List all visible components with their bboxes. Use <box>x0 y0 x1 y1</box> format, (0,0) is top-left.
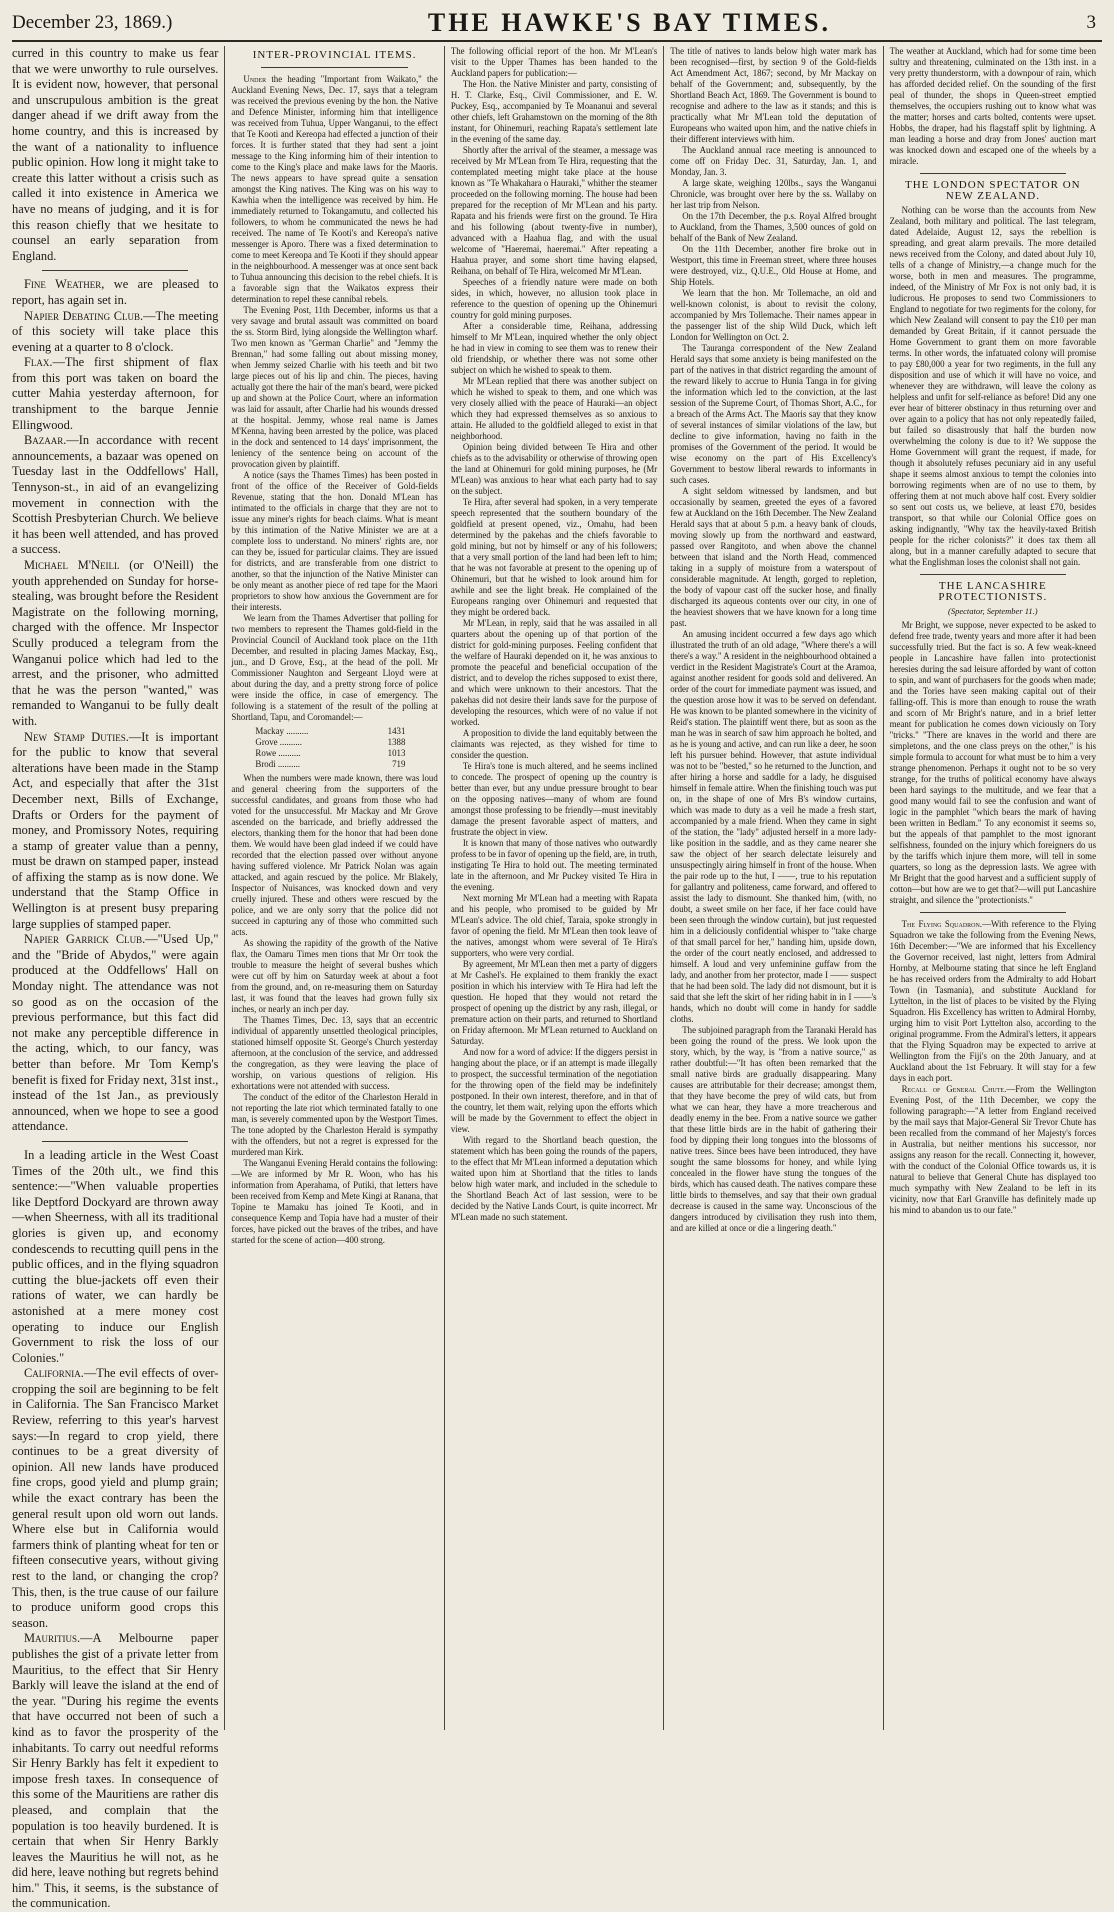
paragraph-lead: Fine Weather, <box>24 277 105 292</box>
paragraph-text: —The first shipment of flax from this port was taken on board the cutter Mahia yesterday afternoon, for transhipment to the barque Jennie Ellingwood. <box>12 355 219 432</box>
article-paragraph <box>12 355 218 433</box>
article-paragraph <box>451 1135 657 1223</box>
paragraph-text: —"Used Up," and the "Bride of Abydos," were again produced at the Oddfellows' Hall on Monday night. The attendance was not so good as on the occasion of the previous performance, but this fact did not make any perceptible difference in the acting, which, to our fancy, was better than before. Mr Tom Kemp's benefit is fixed for Friday next, 31st inst., instead of the 1st Jan., as previously announced, when we hope to see a good attendance. <box>12 932 219 1134</box>
divider <box>42 1141 188 1142</box>
paragraph-text: The following official report of the hon. Mr M'Lean's visit to the Upper Thames has been handed to the Auckland papers for publication:— <box>450 46 658 78</box>
article-paragraph <box>670 1025 876 1234</box>
paragraph-text: —It is important for the public to know that several alterations have been made in the Stamp Act, and especially that after the 31st December next, Bills of Exchange, Drafts or Orders for the payment of money, and Promissory Notes, requiring a stamp of greater value than a penny, must be drawn on stamped paper, instead of affixing the stamp as is now done. We understand that the Stamp Office in Wellington is at present busy preparing large supplies of stamped paper. <box>12 729 219 931</box>
column-3 <box>444 46 663 1730</box>
article-paragraph <box>451 893 657 959</box>
article-paragraph <box>451 838 657 893</box>
article-paragraph <box>231 1015 437 1092</box>
poll-row <box>255 726 405 737</box>
article-paragraph <box>670 629 876 1025</box>
article-headline: INTER-PROVINCIAL ITEMS. <box>252 49 417 61</box>
divider <box>920 574 1066 575</box>
article-paragraph <box>890 1084 1096 1216</box>
article-paragraph <box>451 442 657 497</box>
paragraph-text: Speeches of a friendly nature were made on both sides, in which, however, no allusion took place in reference to the question of opening up the Ohinemuri country for gold mining purposes. <box>450 277 658 320</box>
candidate-votes: 1431 <box>387 726 406 736</box>
article-paragraph <box>12 277 218 308</box>
paragraph-text: Next morning Mr M'Lean had a meeting with Rapata and his people, who promised to be guided by Mr M'Lean's advice. The old chief, Taraia, spoke strongly in favor of opening the field. Mr M'Lean then took leave of the natives, amongst whom were several of Te Hira's supporters, who were very cordial. <box>450 893 658 958</box>
paragraph-text: By agreement, Mr M'Lean then met a party of diggers at Mr Cashel's. He explained to them frankly the exact position in which his interview with Te Hira had left the question. He hoped that they would not retard the prospect of opening up the district by any rash, illegal, or premature action on their parts, and returned to Shortland on Friday afternoon. Mr M'Lean returned to Auckland on Saturday. <box>450 959 658 1046</box>
divider <box>261 67 407 68</box>
paragraph-text: Shortly after the arrival of the steamer, a message was received by Mr M'Lean from Te Hira, requesting that the contemplated meeting might take place at the house known as "Te Whakahara o Hauraki," whither the steamer proceeded on the following morning. The house had been prepared for the reception of Mr M'Lean and his party. Rapata and his friends were first on the ground. Te Hira and his following (about twenty-five in number), advanced with a Haahua flag, and with the usual welcome of "Haeremai, haeremai." After repeating a Haahua prayer, and some short time having elapsed, Reihana, on behalf of Te Hira, welcomed Mr M'Lean. <box>450 145 658 276</box>
article-paragraph <box>231 773 437 938</box>
divider <box>920 912 1066 913</box>
candidate-votes: 719 <box>392 759 406 769</box>
article-paragraph <box>12 558 218 730</box>
paragraph-text: The conduct of the editor of the Charleston Herald in not reporting the late riot which terminated fatally to one man, is severely commented upon by the Westport Times. The tone adopted by the Charleston Herald is sympathy with the offenders, but not a regret is expressed for the murdered man Kirk. <box>231 1092 438 1157</box>
article-paragraph <box>890 620 1096 906</box>
paragraph-text: It is known that many of those natives who outwardly profess to be in favor of opening up the field, are, in truth, instigating Te Hira to hold out. The meeting terminated late in the afternoon, and Mr Puckey visited Te Hira in the evening. <box>450 838 658 892</box>
masthead <box>12 6 1102 42</box>
article-paragraph <box>670 178 876 211</box>
article-paragraph <box>451 277 657 321</box>
article-paragraph <box>451 46 657 79</box>
paragraph-text: On the 11th December, another fire broke out in Westport, this time in Freeman street, where three houses were destroyed, viz., Q.U.E., Old House at Home, and Ship Hotels. <box>670 244 877 287</box>
paragraph-text: —A Melbourne paper publishes the gist of a private letter from Mauritius, to the effect that Sir Henry Barkly will leave the island at the end of the year. "During his regime the events that have occurred not been of such a kind as to favor the prosperity of the inhabitants. To carry out needful reforms Sir Henry Barkly has felt it expedient to impose fresh taxes. In consequence of this some of the Mauritiens are rather dis pleased, and complain that the population is too heavily burdened. It is certain that when Sir Henry Barkly leaves the Mauritius he will not, as he did here, leave nothing but regrets behind him." This, it seems, is the substance of the communication. <box>12 1631 219 1911</box>
article-paragraph <box>231 470 437 613</box>
article-paragraph <box>670 211 876 244</box>
candidate-name: Mackay .......... <box>255 726 309 736</box>
paragraph-text: —In accordance with recent announcements, a bazaar was opened on Tuesday last in the Oddfellows' Hall, Tennyson-st., in aid of an evangelizing movement in connection with the Scottish Presbyterian Church. We believe it has been well attended, and has proved a success. <box>12 433 219 557</box>
paragraph-lead: Michael M'Neill <box>24 558 120 572</box>
columns <box>12 46 1102 1911</box>
article-paragraph <box>231 1158 437 1246</box>
candidate-votes: 1013 <box>387 748 406 758</box>
paragraph-lead: New Stamp Duties. <box>24 729 129 744</box>
paragraph-text: A sight seldom witnessed by landsmen, and but occasionally by seamen, greeted the eyes of a favored few at Auckland on the 16th December. The New Zealand Herald says that at about 5 p.m. a heavy bank of clouds, moving slowly up from the northward and eastward, passed over Rangitoto, and when above the channel between that island and the North Head, commenced taking in a supply of moisture from a waterspout of considerable magnitude. At length, gorged to repletion, the body of vapour cast off the sucker hose, and finally discharged its aqueous contents over our city, in one of the heaviest showers that we have known for a long time past. <box>670 486 877 628</box>
paragraph-text: The Wanganui Evening Herald contains the following:—We are informed by Mr R. Woon, who has his information from Aperahama, of Putiki, that letters have been received from Kemp and Mete Kingi at Ranana, that Topine te Mamaku has joined Te Kooti, and in consequence Kemp and Topia have had a muster of their forces, have picked out the braves of the tribes, and have started for the scene of action—400 strong. <box>231 1158 438 1245</box>
column-2 <box>224 46 443 1730</box>
article-paragraph <box>12 46 218 264</box>
paragraph-text: Nothing can be worse than the accounts from New Zealand, both military and political. The last telegram, dated Adelaide, August 12, says the rebellion is spreading, and great alarm prevails. The more detailed news received from the Colony, and dated about July 10, tells of a change of Ministry,—a change much for the worse, both in men and measures. The programme, indeed, of the Ministry of Mr Fox is not only bad, it is ludicrous. He proposes to send two Commissioners to England to negotiate for two regiments for the colony, for which New Zealand will consent to pay the £10 per man demanded by Great Britain, if it cannot persuade the Home Government to grant them on more favorable terms. In other words, the infatuated colony will promise to pay £80,000 a year for two regiments, in the full any disposition and use of which it will have no voice, and whenever they are withdrawn, will leave the colony as helpless and unfit for self-reliance as before! Did any one ever hear of bitterer obstinacy in thus returning over and over again to a policy that has not only repeatedly failed, but failed so disastrously that half the burden now overwhelming the colony is due to it? We suppose the Home Government will grant the request, if made, for though it absolutely refuses pecuniary aid in any useful shape it seems almost anxious to tempt the colonies into borrowing regiments when are of no use to them, by offering them at not much above half cost. Every soldier so sent out costs us, we believe, at least £70, besides transport, so that while our Colonial Office goes on asking indignantly, "Why tax the heavily-taxed British people for the richer colonists?" it does tax them all along, but in a manner carefully adapted to secure that what the Englishman loses the colonist shall not gain. <box>889 205 1097 567</box>
paragraph-text: In a leading article in the West Coast Times of the 20th ult., we find this sentence:—"When valuable properties like Deptford Dockyard are thrown away—when Sheerness, with all its traditional glories is given up, and economy condescends to recutting quill pens in the public offices, and in the flying squadron cutting the blue-jackets off even their rations of water, we can hardly be astonished at a mere money cost operating to induce our English Government to risk the loss of our Colonies." <box>12 1147 219 1365</box>
paragraph-text: A proposition to divide the land equitably between the claimants was rejected, as they wished for time to consider the question. <box>450 728 658 760</box>
article-paragraph <box>12 1631 218 1912</box>
paragraph-text: The Hon. the Native Minister and party, consisting of H. T. Clarke, Esq., Civil Commissioner, and E. W. Puckey, Esq., accompanied by Te Moananui and several other chiefs, left Grahamstown on the morning of the 8th instant, for Ohinemuri, reaching Rapata's settlement late in the evening of the same day. <box>450 79 658 144</box>
article-paragraph <box>451 761 657 838</box>
paragraph-text: —The evil effects of over-cropping the soil are beginning to be felt in California. The San Francisco Market Review, referring to this year's harvest says:—In regard to crop yield, there continues to be a great diversity of opinion. All new lands have produced fine crops, good yield and plump grain; while the exact contrary has been the general result upon old worn out lands. Where else but in California would farmers think of planting wheat for ten or fifteen consecutive years, without giving rest to the land, or changing the crop? This, then, is the true cause of our failure to produce uniform good crops this season. <box>12 1366 219 1630</box>
paragraph-lead: Mauritius. <box>24 1631 81 1646</box>
paragraph-text: —From the Wellington Evening Post, of the 11th December, we copy the following paragraph:—"A letter from England received by the mail says that Major-General Sir Trevor Chute has been recalled from the command of her Majesty's forces in Australia, but neither mentions his successor, nor assigns any reason for the recall. Connecting it, however, with the conduct of the Colonial Office towards us, it is natural to believe that General Chute has displayed too much sympathy with New Zealand to be left in its vicinity, now that Earl Granville has definitely made up his mind to abandon us to our fate." <box>889 1084 1097 1215</box>
column-1 <box>12 46 224 1911</box>
article-paragraph <box>231 305 437 470</box>
article-paragraph <box>451 79 657 145</box>
paragraph-text: the heading "Important from Waikato," the Auckland Evening News, Dec. 17, says that a telegram was received the previous evening by the hon. the Native and Defence Minister, informing him that intelligence was received from Tuhua, Upper Wanganui, to the effect that Te Kooti and Kereopa had effected a junction of their forces. It is further stated that they had sent a joint message to the King informing him of their intention to come to the King's place and make laws for the Maoris. The news appears to have spread quite a sensation amongst the King natives. The King was on his way to Kawhia when the intelligence was received by him. He immediately returned to Tokangamutu, and collected his followers, to whom he communicated the news he had received. The name of Te Kooti's and Kereopa's native messenger is Aporo. There was a fixed determination to come to meet Kereopa and Te Kooti if they should appear in the neighbourhood. A messenger was at once sent back to Tuhua announcing this decision to the rebel chiefs. It is a favorable sign that the Waikatos express their determination to repel these cannibal rebels. <box>231 74 438 304</box>
paragraph-text: Mr M'Lean replied that there was another subject on which he wished to speak to them, and one which was very closely allied with the peace of Hauraki—an object which they had expressed themselves as so anxious to attain. He alluded to the goldfield alleged to exist in that neighborhood. <box>450 376 658 441</box>
paragraph-text: A large skate, weighing 120lbs., says the Wanganui Chronicle, was brought over here by the ss. Wallaby on her last trip from Nelson. <box>670 178 877 210</box>
paragraph-text: The subjoined paragraph from the Taranaki Herald has been going the round of the press. We look upon the story, which, by the way, is "from a native source," as rather doubtful:—"It has often been remarked that the small native birds are gradually disappearing. Many causes are attributable for their decrease; amongst them, that they have become the prey of wild cats, but from what we can hear, they have a more treacherous and deadly enemy in the bee. From a native source we gather that these little birds are in the habit of gathering their food by dipping their long tongues into the blossoms of native trees. Since bees have been introduced, they have sought the same blossoms for honey, and while lying concealed in the flower have stung the tongues of the birds, which has caused death. The natives compare these little birds to themselves, and say that their own gradual decrease is caused in the same way. Unconscious of the dangers introduced by civilisation they rush into them, and are killed at once or die a lingering death." <box>670 1025 877 1233</box>
article-paragraph <box>12 309 218 356</box>
paragraph-lead: Flax. <box>24 355 53 370</box>
article-paragraph <box>12 932 218 1135</box>
article-paragraph <box>890 205 1096 568</box>
paragraph-lead: California. <box>24 1366 84 1381</box>
article-paragraph <box>890 46 1096 167</box>
paragraph-text: —The meeting of this society will take place this evening at a quarter to 8 o'clock. <box>12 308 219 354</box>
paragraph-text: The Auckland annual race meeting is announced to come off on Friday Dec. 31, Saturday, Jan. 1, and Monday, Jan. 3. <box>670 145 877 177</box>
paragraph-text: As showing the rapidity of the growth of the Native flax, the Oamaru Times men tions that Mr Orr took the trouble to measure the height of several bushes which were cut off by him on Saturday week at about a foot from the ground, and, on re-measuring them on Saturday last, it was found that the leaves had grown fully six inches, or nearly an inch per day. <box>231 938 438 1014</box>
paragraph-lead: Under <box>243 74 267 84</box>
paragraph-text: We learn from the Thames Advertiser that polling for two members to represent the Thames gold-field in the Provincial Council of Auckland took place on the 11th December, and resulted in placing James Mackay, Esq., jun., and D Grove, Esq., at the head of the poll. Mr Commissioner Naughton and Sergeant Lloyd were at about during the day, and a pretty strong force of police were inside the office, in case of emergency. The following is a statement of the result of the polling at Shortland, Tapu, and Coromandel:— <box>231 613 438 722</box>
paragraph-text: The Thames Times, Dec. 13, says that an eccentric individual of apparently unsettled theological principles, stationed himself opposite St. George's Church yesterday afternoon, at the conclusion of the service, and addressed the congregation, as they were leaving the place of worship, on various questions of religion. His exhortations were not attended with success. <box>231 1015 438 1091</box>
paragraph-text: We learn that the hon. Mr Tollemache, an old and well-known colonist, is about to revisit the colony, accompanied by Mrs Tollemache. Their names appear in the passenger list of the ship Wild Duck, which left London for Wellington on Oct. 2. <box>670 288 877 342</box>
article-paragraph <box>12 433 218 558</box>
article-paragraph <box>670 288 876 343</box>
article-paragraph <box>670 343 876 486</box>
article-paragraph <box>890 919 1096 1084</box>
poll-row <box>255 737 405 748</box>
article-paragraph <box>12 730 218 933</box>
candidate-votes: 1388 <box>387 737 406 747</box>
candidate-name: Grove .......... <box>255 737 302 747</box>
paragraph-text: A notice (says the Thames Times) has been posted in front of the office of the Receiver of Gold-fields Revenue, stating that the hon. Donald M'Lean has intimated to the officials in charge that they are not to issue any miner's rights for beach claims. What is meant by this intimation of the Native Minister we are at a complete loss to understand. No miners' rights are, nor can they be, issued for particular claims. They are issued for districts, and are transferable from one district to another, so that the injunction of the Native Minister can be only meant as another piece of red tape for the Maori proprietors to show how anxious the Government are for their interests. <box>231 470 438 612</box>
paragraph-text: The Tauranga correspondent of the New Zealand Herald says that some anxiety is being manifested on the part of the natives in that district regarding the amount of the reward likely to accrue to Hunia Tanga in for giving the information which led to the conviction, at the last session of the Supreme Court, of Thomas Short, A.C., for a breach of the Arms Act. The Maoris say that they know of several instances of similar violations of the law, but decline to give information, having no faith in the promises of the Government of the period. It would be wise economy on the part of His Excellency's Government to bestow liberal rewards to informants in such cases. <box>670 343 877 485</box>
article-paragraph <box>12 1148 218 1366</box>
divider <box>42 270 188 271</box>
article-paragraph <box>670 46 876 145</box>
newspaper-title: THE HAWKE'S BAY TIMES. <box>427 8 832 37</box>
paragraph-lead: Napier Garrick Club. <box>24 932 146 947</box>
article-paragraph <box>451 321 657 376</box>
poll-row <box>255 748 405 759</box>
paragraph-text: The weather at Auckland, which had for some time been sultry and threatening, culminated on the 13th inst. in a very pretty thunderstorm, with a downpour of rain, which has afforded decided relief. On the sounding of the first peal of thunder, the shops in Queen-street emptied themselves, the occupiers rushing out to know what was the matter; horses and carts bolted, contents were upset. Hobbs, the draper, had his flagstaff split by lightning. A man leading a horse and dray from Jones' auction mart was knocked down and escaped one of the wheels by a miracle. <box>889 46 1097 166</box>
article-paragraph <box>12 1366 218 1631</box>
poll-results <box>255 726 437 770</box>
article-source: (Spectator, September 11.) <box>948 606 1038 616</box>
paragraph-text: —With reference to the Flying Squadron we take the following from the Evening News, 16th December:—"We are informed that his Excellency the Governor received, last night, letters from Admiral Hornby, at Melbourne stating that since he left England he has received orders from the Admiralty to add Hobart Town (in Tasmania), and substitute Auckland for Lyttelton, in the list of places to be visited by the Flying Squadron. His Excellency has written to Admiral Hornby, urging him to visit Port Lyttelton also, according to the original programme. From the Admiral's letters, it appears that the Flying Squadron may be expected to arrive at Wellington from the Fiji's on the 20th January, and at Auckland about the 1st February. It will stay for a few days in each port. <box>889 919 1097 1083</box>
paragraph-text: When the numbers were made known, there was loud and general cheering from the supporters of the successful candidates, and groans from those who had voted for the unsuccessful. Mr Mackay and Mr Grove ascended on the barricade, and briefly addressed the electors, thanking them for the honor that had been done them. We would have been glad indeed if we could have recorded that the election passed over without anyone having suffered violence. Mr Patrick Nolan was again attacked, and again rescued by the police. Mr Blakely, Inspector of Nuisances, was knocked down and very cruelly injured. These and others were rescued by the police, and we are only sorry that the police did not succeed in capturing any of those who committed such acts. <box>231 773 438 937</box>
article-headline: THE LANCASHIRE PROTECTIONISTS. <box>938 580 1048 603</box>
poll-row <box>255 759 405 770</box>
article-paragraph <box>451 145 657 277</box>
article-paragraph <box>451 618 657 728</box>
candidate-name: Brodi .......... <box>255 759 301 769</box>
issue-date: December 23, 1869.) <box>12 12 173 33</box>
article-paragraph <box>231 613 437 723</box>
column-5 <box>883 46 1102 1730</box>
article-paragraph <box>231 938 437 1015</box>
article-headline: THE LONDON SPECTATOR ON NEW ZEALAND. <box>905 179 1081 202</box>
page-number: 3 <box>1086 12 1096 33</box>
paragraph-text: With regard to the Shortland beach question, the statement which has been going the rounds of the papers, to the effect that Mr M'Lean informed a deputation which waited upon him at Shortland that the titles to lands below high water mark, and included in the schedule to the Shortland Beach Act of last session, were to be decided by the Native Lands Court, is quite incorrect. Mr M'Lean made no such statement. <box>450 1135 658 1222</box>
article-paragraph <box>231 1092 437 1158</box>
paragraph-text: The title of natives to lands below high water mark has been recognised—first, by section 9 of the Gold-fields Act Amendment Act, 1867; second, by Mr Mackay on behalf of the Government; and, subsequently, by the Shortland Beach Act, 1869. The Government is bound to recognise and adhere to the law as it stands; and this is practically what Mr M'Lean told the deputation of Europeans who waited upon him, and the native chiefs in their different interviews with him. <box>670 46 877 144</box>
paragraph-text: curred in this country to make us fear that we were unworthy to rule ourselves. It is evident now, however, that personal and unscrupulous ambition is the great danger ahead if we drift away from the home country, and this is increased by the want of a nationality to influence public opinion. How long it might take to create this latter without a crisis such as called it into existence in America we have no means of judging, and it is for this reason chiefly that we hesitate to counsel an early separation from England. <box>12 46 219 263</box>
article-paragraph <box>670 145 876 178</box>
article-paragraph <box>670 244 876 288</box>
article-paragraph <box>231 74 437 305</box>
candidate-name: Rowe .......... <box>255 748 301 758</box>
column-4 <box>663 46 882 1730</box>
paragraph-text: Mr Bright, we suppose, never expected to be asked to defend free trade, twenty years and more after it had been successfully tried. But the fact is so. A few weak-kneed people in Lancashire have fallen into protectionist heresies during the sad leisure afforded by want of cotton to spin, and want of purchasers for the goods when made; and the Tories have seen making capital out of their falling-off. This is more than enough to rouse the wrath and scorn of Mr Bright's nature, and in a brief letter meant for publication he comes down viciously on Tory "tricks." "There are knaves in the world and there are simpletons, and the one class preys on the other," is his simple formula to account for what must be to him a very strange phenomenon. Perhaps it ought not to be so very strange, for the truths of political economy have always been hard sayings to the multitude, and we fear that a good many would fail to see the confusion and want of logic in the pamphlet "which bears the mark of having been written in Bedlam." To any economist it seems so, but the appeals of that pamphlet to the most ignorant selfishness, founded on the injury which foreigners do us by the tariffs which injure them more, will tell in some quarters, so long as the depression lasts. We agree with Mr Bright that the good harvest and a sufficient supply of cotton—but how are we to get that?—will put Lancashire straight, and silence the "protectionists." <box>889 620 1097 905</box>
paragraph-lead: The Flying Squadron. <box>901 919 983 929</box>
paragraph-text: Te Hira's tone is much altered, and he seems inclined to concede. The prospect of opening up the country is better than ever, but any undue pressure brought to bear on the opposing natives—many of whom are found amongst those professing to be friendly—must inevitably damage the present favorable aspect of matters, and frustrate the object in view. <box>450 761 658 837</box>
paragraph-text: Opinion being divided between Te Hira and other chiefs as to the advisability or otherwise of throwing open the land at Ohinemuri for gold mining purposes, he (Mr M'Lean) was anxious to hear what each party had to say on the subject. <box>450 442 658 496</box>
paragraph-text: (or O'Neill) the youth apprehended on Sunday for horse-stealing, was brought before the Resident Magistrate on the following morning, charged with the offence. Mr Inspector Scully produced a telegram from the Wanganui police which had led to the arrest, and the prisoner, who admitted that he was the person "wanted," was remanded to Wanganui to be fully dealt with. <box>12 558 219 728</box>
paragraph-text: After a considerable time, Reihana, addressing himself to Mr M'Lean, inquired whether the only object he had in view in coming to see them was to renew their old friendship, or whether there was not some other subject on which he wished to speak to them. <box>450 321 658 375</box>
paragraph-lead: Bazaar. <box>24 433 67 448</box>
paragraph-lead: Napier Debating Club. <box>24 308 144 323</box>
article-paragraph <box>451 497 657 618</box>
divider <box>920 173 1066 174</box>
paragraph-text: The Evening Post, 11th December, informs us that a very savage and brutal assault was committed on board the ss. Storm Bird, lying alongside the Wellington wharf. Two men known as "German Charlie" and "Jemmy the Brennan," had some falling out about missing money, when Jemmy seized Charlie with his teeth and bit two large pieces out of his lip and chin. The pieces, having actually got there the hair of the man's beard, were picked up and shown at the Police Court, where an information was laid for assault, after Charlie had his wounds dressed at the hospital. Jemmy, whose real name is James M'Kenna, having been arrested by the police, was placed in the dock and sentenced to 14 days' imprisonment, the leniency of the sentence being on account of the provocation given by plaintiff. <box>231 305 438 469</box>
paragraph-lead: Recall of General Chute. <box>901 1084 1007 1094</box>
paragraph-text: Mr M'Lean, in reply, said that he was assailed in all quarters about the opening up of that portion of the district for gold-mining purposes. Feeling confident that the welfare of Hauraki depended on it, he was anxious to promote the peaceful and beneficial occupation of the district, and to develop the riches supposed to exist there, and which were unknown to their ancestors. That the pakehas did not desire their lands save for the purpose of developing the resources, which were of no value if not worked. <box>450 618 658 727</box>
paragraph-text: we are pleased to report, has again set in. <box>12 277 219 307</box>
paragraph-text: An amusing incident occurred a few days ago which illustrated the truth of an old adage, "Where there's a will there's a way." A resident in the neighbourhood obtained a verdict in the Resident Magistrate's Court at the Aramoa, against another resident for goods sold and delivered. An order of the court for immediate payment was issued, and the question arose how it was to be served on defendant. He was known to be planted somewhere in the vicinity of Reid's station. The plaintiff went there, but as soon as the man he was in search of saw him approach he bolted, and as he is young and active, and can run like a deer, he soon left his pursuer behind. However, that astute individual was not to be "bested," so he returned to the Junction, and after hiring a horse and saddle for a lady, he disguised himself in female attire. When the finishing touch was put on, in the shape of one of Mrs B's window curtains, which was made to duty as a veil he made a fresh start, accompanied by a male friend. When they came in sight of the station, the "lady" adjusted herself in a more lady-like position in the saddle, and as they came nearer she saw the object of her search delectate leisurely and unsuspectingly airing himself in front of the house. When the pair rode up to the hut, I ——, true to his reputation for gallantry and politeness, came forward, and offered to assist the lady to dismount. She thanked him, (with, no doubt, a sweet smile on her face, if her face could have been seen through the window curtain), but just requested him in a deliciously confidential whisper to "take charge of that small parcel for her," handing him, upside down, the order of the court neatly enclosed, and addressed to himself. A loud and very unfeminine guffaw from the lady, and another from her protector, made I —— suspect that he had been sold. The lady did not dismount, but it is said that she left the skirt of her riding habit in in I ——'s hands, which no doubt will come in handy for saddle cloths. <box>670 629 877 1024</box>
article-paragraph <box>451 1047 657 1135</box>
article-paragraph <box>670 486 876 629</box>
article-paragraph <box>451 959 657 1047</box>
paragraph-text: And now for a word of advice: If the diggers persist in hanging about the place, or if an attempt is made illegally to prospect, the successful termination of the negotiation for the throwing open of the field may be indefinitely postponed. In their own interest, therefore, and in that of the country, let them wait, relying upon the efforts which will be made by the Government to effect the object in view. <box>450 1047 658 1134</box>
paragraph-text: Te Hira, after several had spoken, in a very temperate speech represented that the southern boundary of the goldfield at present opened, viz., Omahu, had been determined by the pakehas and the chiefs favorable to gold mining, but not by himself or any of his followers; that a very small portion of the land had been left to him; that he was not favorable at present to the opening up of Ohinemuri, but that he wished to look around him for awhile and see the light break. He complained of the Europeans ranging over Ohinemuri and requested that they might be ordered back. <box>450 497 658 617</box>
article-paragraph <box>451 376 657 442</box>
article-paragraph <box>451 728 657 761</box>
paragraph-text: On the 17th December, the p.s. Royal Alfred brought to Auckland, from the Thames, 3,500 ounces of gold on behalf of the Bank of New Zealand. <box>670 211 877 243</box>
